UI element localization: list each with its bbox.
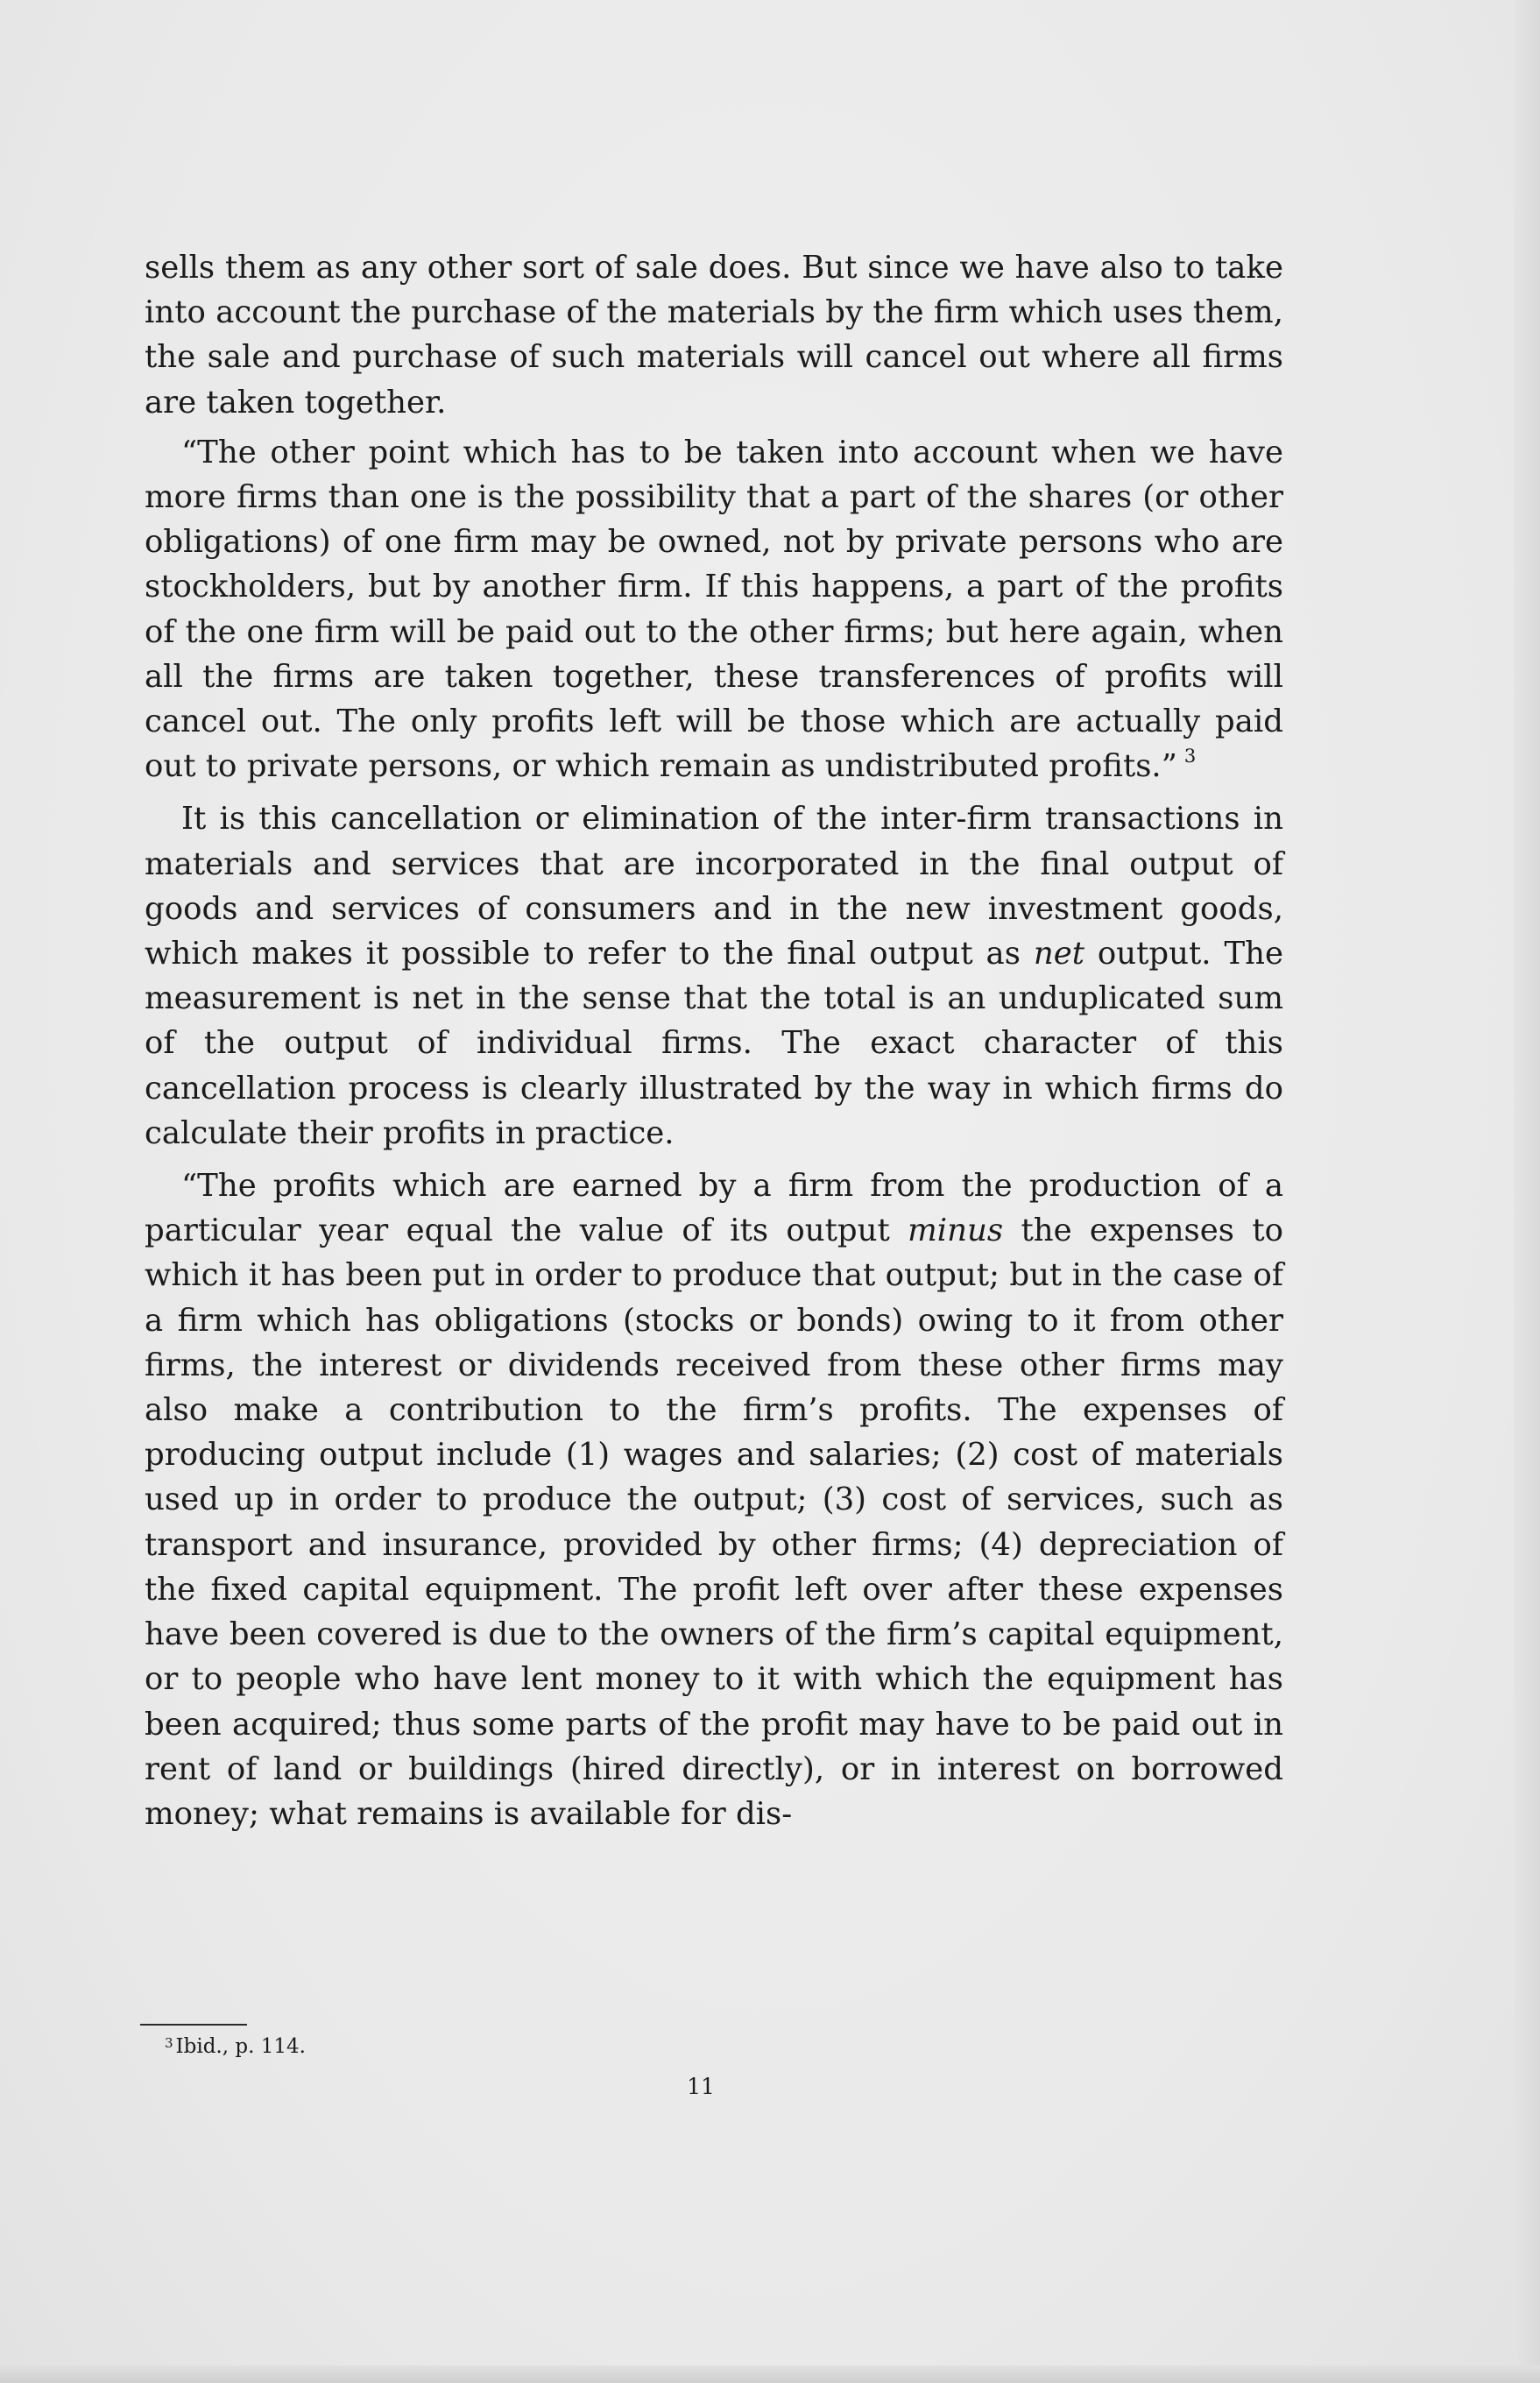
paragraph-3-italic-word: net <box>1033 936 1084 972</box>
footnote-reference: 3 <box>1183 746 1197 767</box>
paragraph-3 <box>145 796 1283 1156</box>
footnote-text: Ibid., p. 114. <box>175 2035 306 2058</box>
page-edge-shadow <box>1514 0 1540 2383</box>
page-bottom-edge-shadow <box>0 2365 1540 2383</box>
paragraph-1 <box>145 245 1283 425</box>
paragraph-4-italic-word: minus <box>908 1213 1004 1249</box>
page-number: 11 <box>687 2074 715 2099</box>
paragraph-2-text: “The other point which has to be taken into account when we have more firms than one is the possibility that a part of the shares (or other obligations) of one firm may be owned, not by private persons who are stockholders, but by another firm. If this happens, a part of the profits of the one firm will be paid out to the other firms; but here again, when all the firms are taken together, these transferences of profits will cancel out. The only profits left will be those which are actually paid out to private persons, or which remain as undistributed profits.” <box>145 434 1283 785</box>
paragraph-3-text-after: output. The measurement is net in the sense that the total is an unduplicated sum of the output of individual firms. The exact character of this cancellation process is clearly illustrated by the way in which firms do calculate their profits in practice. <box>145 936 1283 1151</box>
paragraph-1-text: sells them as any other sort of sale does. But since we have also to take into account the purchase of the materials by the firm which uses them, the sale and purchase of such materials will cancel out where all firms are taken together. <box>145 250 1283 421</box>
paragraph-4 <box>145 1163 1283 1836</box>
footnote <box>165 2031 306 2062</box>
footnote-marker: 3 <box>165 2035 173 2051</box>
body-text <box>145 245 1283 1836</box>
footnote-divider <box>140 2024 247 2026</box>
paragraph-4-text-before: “The profits which are earned by a firm from the production of a particular year equal the value of its output <box>145 1168 1283 1249</box>
paragraph-4-text-after: the expenses to which it has been put in order to produce that output; but in the case of a firm which has obligations (stocks or bonds) owing to it from other firms, the interest or dividends received from these other firms may also make a contribution to the firm’s profits. The expenses of producing output include (1) wages and salaries; (2) cost of materials used up in order to produce the output; (3) cost of services, such as transport and insurance, provided by other firms; (4) depreciation of the fixed capital equipment. The profit left over after these expenses have been covered is due to the owners of the firm’s capital equipment, or to people who have lent money to it with which the equipment has been acquired; thus some parts of the profit may have to be paid out in rent of land or buildings (hired directly), or in interest on borrowed money; what remains is available for dis- <box>145 1213 1283 1832</box>
paragraph-2 <box>145 430 1283 789</box>
paragraph-3-text-before: It is this cancellation or elimination of the inter-firm transactions in materials and services that are incorporated in the final output of goods and services of consumers and in the new investment goods, which makes it possible to refer to the final output as <box>145 801 1283 972</box>
